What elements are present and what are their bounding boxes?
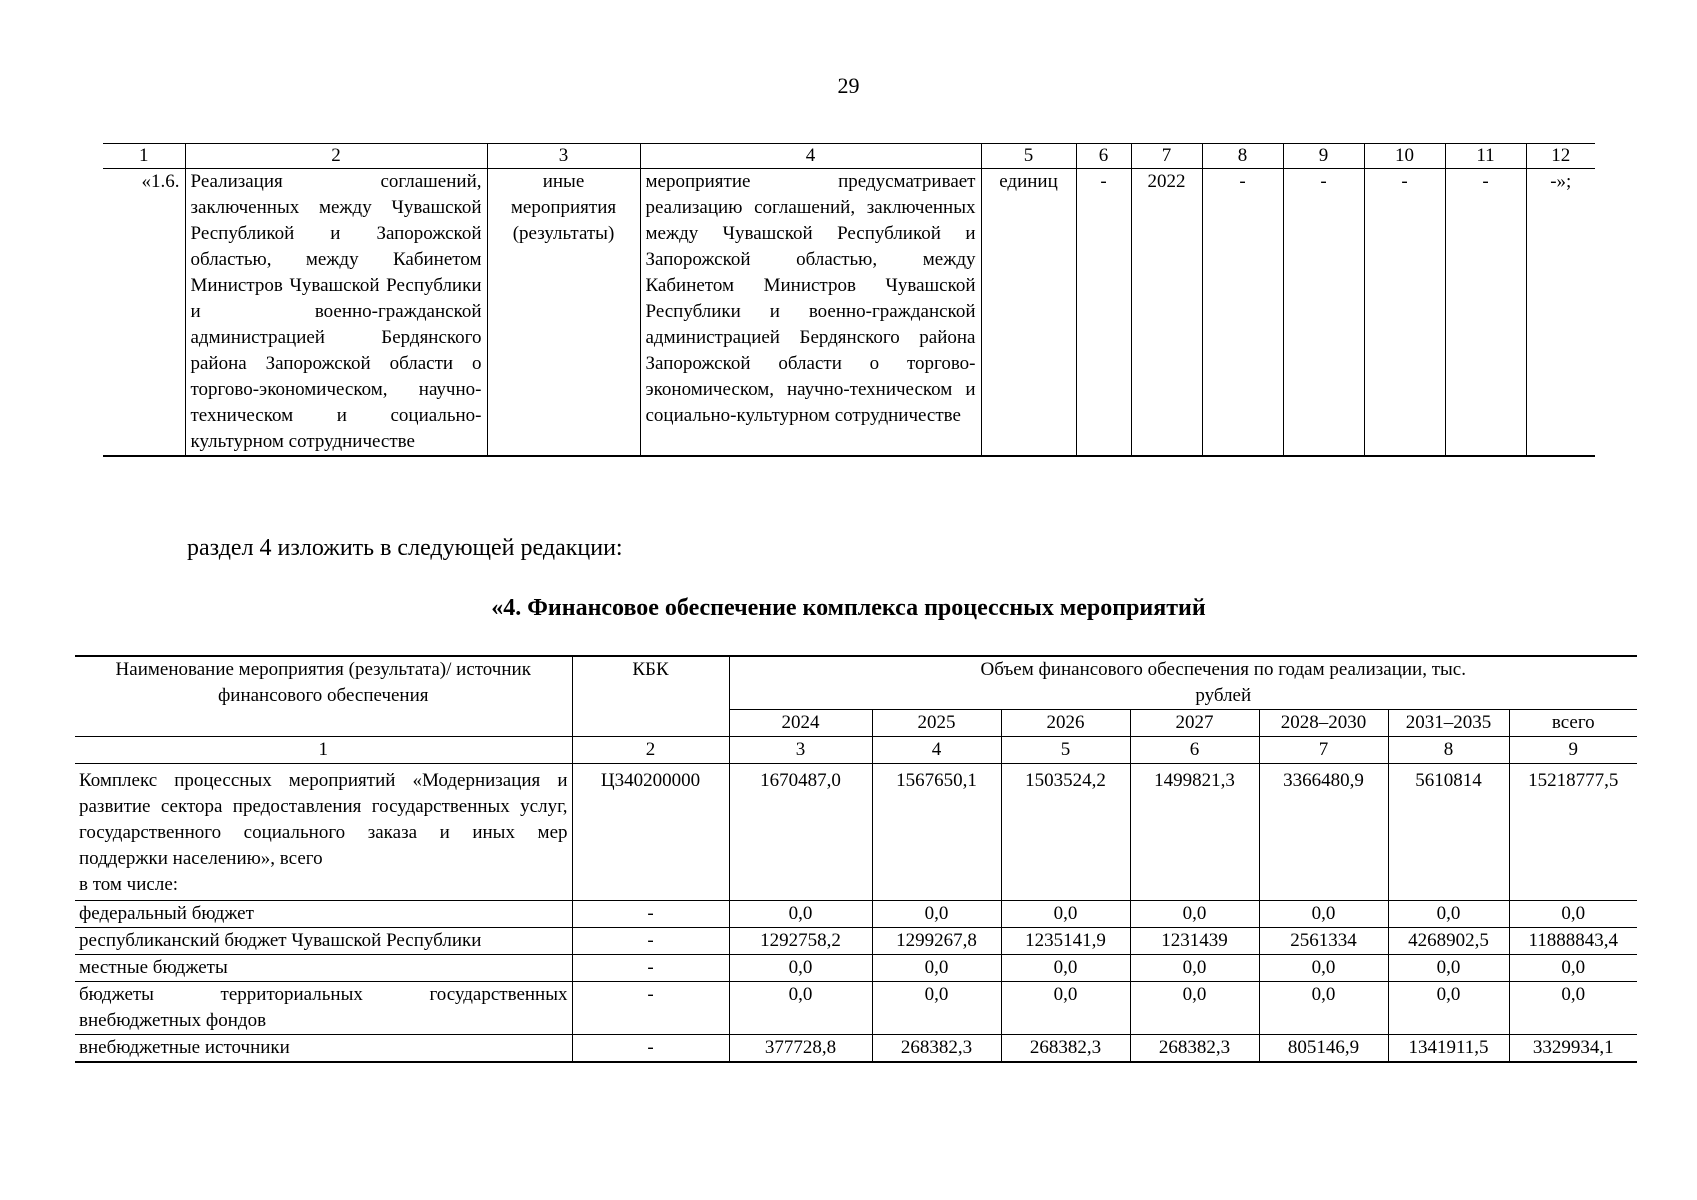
value-cell: 0,0 (1130, 955, 1259, 982)
section-heading: «4. Финансовое обеспечение комплекса процессных мероприятий (491, 595, 1206, 621)
activity-description: мероприятие предусматривает реализацию соглашений, заключенных между Чувашской Республикой и Запорожской областью, между Кабинетом Министров Чувашской Республики и военно-гражданской администрацией Бердянского района Запорожской области о торгово-экономическом, научно-техническом и социально-культурном сотрудничестве (640, 169, 981, 457)
total-cell: 0,0 (1509, 982, 1637, 1035)
value-cell: 0,0 (872, 982, 1001, 1035)
table-row (75, 1035, 1637, 1063)
kbk-cell: - (572, 982, 729, 1035)
value-cell: - (1364, 169, 1445, 457)
row-name: внебюджетные источники (75, 1035, 572, 1063)
value-cell: 5610814 (1388, 764, 1509, 901)
activities-table (103, 143, 1595, 457)
year-cell: 2022 (1131, 169, 1202, 457)
row-name-text: Комплекс процессных мероприятий «Модернизация и развитие сектора предоставления государственных услуг, государственного социального заказа и иных мер поддержки населению», всего (79, 770, 568, 869)
value-cell: 1567650,1 (872, 764, 1001, 901)
kbk-cell: - (572, 928, 729, 955)
total-cell: 0,0 (1509, 955, 1637, 982)
table-header-row (103, 144, 1595, 169)
value-cell: 1499821,3 (1130, 764, 1259, 901)
value-cell: 1231439 (1130, 928, 1259, 955)
header-kbk: КБК (572, 656, 729, 737)
column-number: 10 (1364, 144, 1445, 169)
value-cell: 0,0 (729, 901, 872, 928)
total-cell: 15218777,5 (1509, 764, 1637, 901)
column-number: 5 (1001, 737, 1130, 764)
column-number: 6 (1130, 737, 1259, 764)
column-number: 4 (872, 737, 1001, 764)
header-year: 2031–2035 (1388, 710, 1509, 737)
value-cell: 1292758,2 (729, 928, 872, 955)
table-row (75, 764, 1637, 901)
value-cell: 805146,9 (1259, 1035, 1388, 1063)
column-number: 9 (1283, 144, 1364, 169)
column-number: 6 (1076, 144, 1131, 169)
value-cell: 0,0 (1130, 982, 1259, 1035)
value-cell: 0,0 (872, 901, 1001, 928)
column-number: 8 (1202, 144, 1283, 169)
value-cell: 0,0 (1001, 982, 1130, 1035)
row-name: федеральный бюджет (75, 901, 572, 928)
value-cell: 268382,3 (1130, 1035, 1259, 1063)
column-number: 11 (1445, 144, 1526, 169)
value-cell: 1299267,8 (872, 928, 1001, 955)
activity-type: иные мероприятия (результаты) (487, 169, 640, 457)
column-number: 2 (185, 144, 487, 169)
value-cell: - (1202, 169, 1283, 457)
table-column-numbers (75, 737, 1637, 764)
value-cell: 0,0 (872, 955, 1001, 982)
header-name: Наименование мероприятия (результата)/ источник финансового обеспечения (75, 656, 572, 737)
value-cell: 0,0 (1259, 955, 1388, 982)
row-name (75, 764, 572, 901)
financing-table (75, 655, 1637, 1063)
intro-text: раздел 4 изложить в следующей редакции: (187, 535, 623, 561)
value-cell: 1341911,5 (1388, 1035, 1509, 1063)
header-year: 2027 (1130, 710, 1259, 737)
table-row (75, 982, 1637, 1035)
value-cell: 0,0 (729, 955, 872, 982)
row-name: республиканский бюджет Чувашской Республики (75, 928, 572, 955)
kbk-cell: Ц340200000 (572, 764, 729, 901)
column-number: 12 (1526, 144, 1595, 169)
table-row (75, 955, 1637, 982)
value-cell: 0,0 (1388, 901, 1509, 928)
column-number: 4 (640, 144, 981, 169)
value-cell: 268382,3 (872, 1035, 1001, 1063)
total-cell: 3329934,1 (1509, 1035, 1637, 1063)
kbk-cell: - (572, 901, 729, 928)
column-number: 1 (75, 737, 572, 764)
value-cell: 0,0 (1259, 901, 1388, 928)
value-cell: 0,0 (1388, 955, 1509, 982)
value-cell: 0,0 (1388, 982, 1509, 1035)
value-cell: 0,0 (1001, 901, 1130, 928)
header-total: всего (1509, 710, 1637, 737)
header-year: 2024 (729, 710, 872, 737)
table-row (75, 901, 1637, 928)
column-number: 5 (981, 144, 1076, 169)
total-cell: 0,0 (1509, 901, 1637, 928)
row-subtext: в том числе: (79, 874, 179, 895)
value-cell: -»; (1526, 169, 1595, 457)
column-number: 1 (103, 144, 185, 169)
value-cell: 0,0 (1130, 901, 1259, 928)
value-cell: 0,0 (1259, 982, 1388, 1035)
row-number: «1.6. (103, 169, 185, 457)
value-cell: 377728,8 (729, 1035, 872, 1063)
value-cell: 4268902,5 (1388, 928, 1509, 955)
value-cell: - (1445, 169, 1526, 457)
header-year: 2026 (1001, 710, 1130, 737)
value-cell: 0,0 (729, 982, 872, 1035)
value-cell: 1235141,9 (1001, 928, 1130, 955)
value-cell: 268382,3 (1001, 1035, 1130, 1063)
value-cell: 3366480,9 (1259, 764, 1388, 901)
row-name: бюджеты территориальных государственных внебюджетных фондов (75, 982, 572, 1035)
value-cell: 0,0 (1001, 955, 1130, 982)
table-header-row (75, 656, 1637, 710)
table-row (103, 169, 1595, 457)
row-name: местные бюджеты (75, 955, 572, 982)
table-row (75, 928, 1637, 955)
column-number: 3 (729, 737, 872, 764)
column-number: 7 (1259, 737, 1388, 764)
header-volume: Объем финансового обеспечения по годам реализации, тыс. рублей (729, 656, 1637, 710)
column-number: 9 (1509, 737, 1637, 764)
total-cell: 11888843,4 (1509, 928, 1637, 955)
header-year: 2028–2030 (1259, 710, 1388, 737)
column-number: 2 (572, 737, 729, 764)
value-cell: 1503524,2 (1001, 764, 1130, 901)
unit-cell: единиц (981, 169, 1076, 457)
kbk-cell: - (572, 955, 729, 982)
column-number: 8 (1388, 737, 1509, 764)
header-year: 2025 (872, 710, 1001, 737)
kbk-cell: - (572, 1035, 729, 1063)
value-cell: - (1076, 169, 1131, 457)
column-number: 7 (1131, 144, 1202, 169)
value-cell: 1670487,0 (729, 764, 872, 901)
page-number: 29 (837, 73, 860, 98)
column-number: 3 (487, 144, 640, 169)
activity-name: Реализация соглашений, заключенных между Чувашской Республикой и Запорожской областью, между Кабинетом Министров Чувашской Республики и военно-гражданской администрацией Бердянского района Запорожской области о торгово-экономическом, научно-техническом и социально-культурном сотрудничестве (185, 169, 487, 457)
value-cell: - (1283, 169, 1364, 457)
value-cell: 2561334 (1259, 928, 1388, 955)
